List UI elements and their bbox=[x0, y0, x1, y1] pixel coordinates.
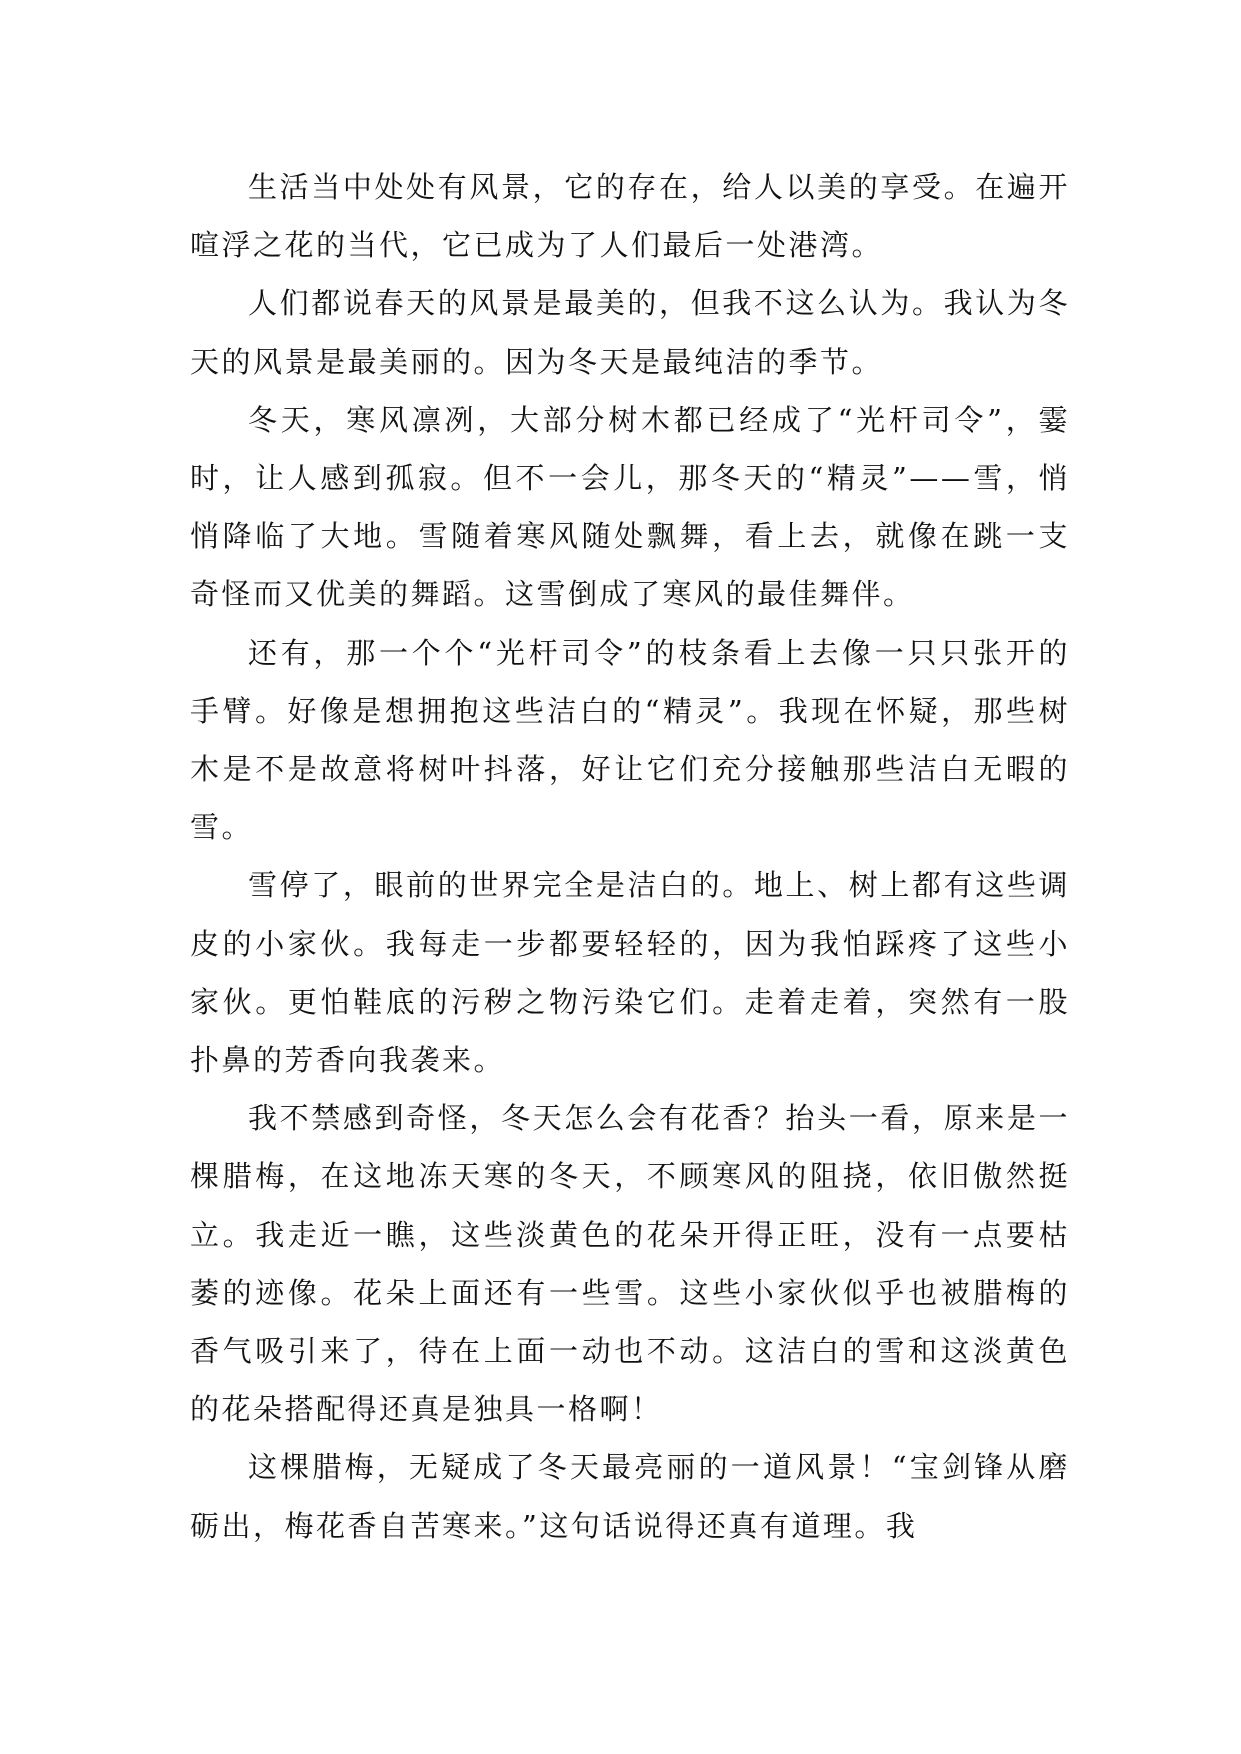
paragraph-7: 这棵腊梅，无疑成了冬天最亮丽的一道风景！“宝剑锋从磨砺出，梅花香自苦寒来。”这句话说得还真有道理。我 bbox=[190, 1450, 1070, 1543]
essay-body bbox=[190, 158, 1070, 1555]
paragraph-2: 人们都说春天的风景是最美的，但我不这么认为。我认为冬天的风景是最美丽的。因为冬天是最纯洁的季节。 bbox=[190, 286, 1070, 379]
paragraph-4: 还有，那一个个“光杆司令”的枝条看上去像一只只张开的手臂。好像是想拥抱这些洁白的“精灵”。我现在怀疑，那些树木是不是故意将树叶抖落，好让它们充分接触那些洁白无暇的雪。 bbox=[190, 635, 1070, 845]
paragraph-3: 冬天，寒风凛冽，大部分树木都已经成了“光杆司令”，霎时，让人感到孤寂。但不一会儿，那冬天的“精灵”——雪，悄悄降临了大地。雪随着寒风随处飘舞，看上去，就像在跳一支奇怪而又优美的舞蹈。这雪倒成了寒风的最佳舞伴。 bbox=[190, 402, 1070, 612]
paragraph-1: 生活当中处处有风景，它的存在，给人以美的享受。在遍开喧浮之花的当代，它已成为了人们最后一处港湾。 bbox=[190, 170, 1070, 263]
paragraph-6: 我不禁感到奇怪，冬天怎么会有花香？抬头一看，原来是一棵腊梅，在这地冻天寒的冬天，不顾寒风的阻挠，依旧傲然挺立。我走近一瞧，这些淡黄色的花朵开得正旺，没有一点要枯萎的迹像。花朵上面还有一些雪。这些小家伙似乎也被腊梅的香气吸引来了，待在上面一动也不动。这洁白的雪和这淡黄色的花朵搭配得还真是独具一格啊！ bbox=[190, 1101, 1070, 1427]
paragraph-5: 雪停了，眼前的世界完全是洁白的。地上、树上都有这些调皮的小家伙。我每走一步都要轻轻的，因为我怕踩疼了这些小家伙。更怕鞋底的污秽之物污染它们。走着走着，突然有一股扑鼻的芳香向我袭来。 bbox=[190, 868, 1070, 1078]
